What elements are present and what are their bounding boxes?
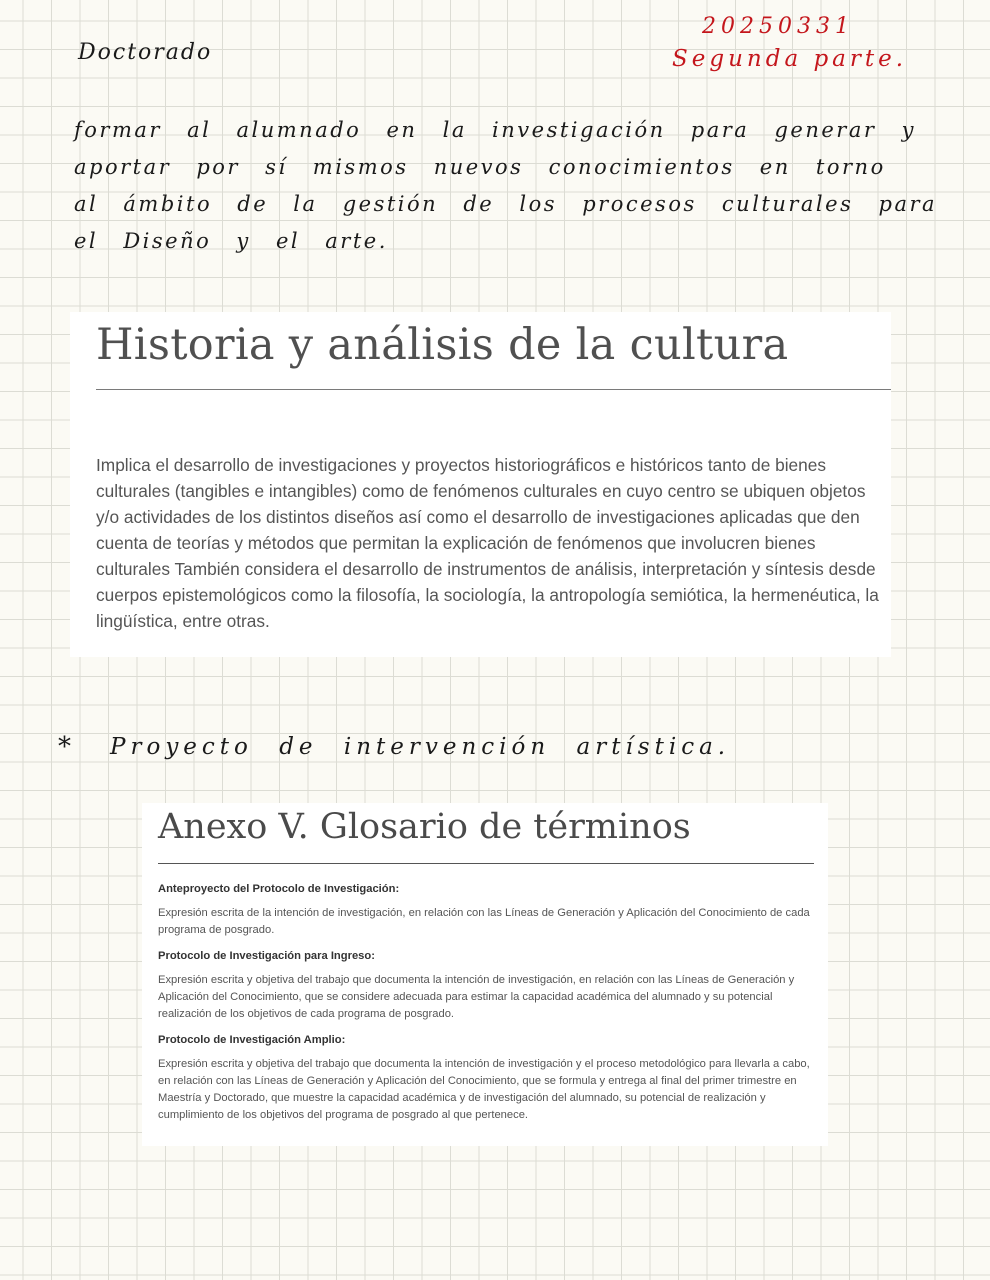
handwritten-note-line: al ámbito de la gestión de los procesos culturales para bbox=[74, 192, 938, 216]
culture-card bbox=[70, 312, 891, 657]
glossary-definition: Expresión escrita y objetiva del trabajo que documenta la intención de investigación, en relación con las Líneas de Generación y Aplicación del Conocimiento, que se considere adecuada para estimar la capacidad académica del alumnado y su potencial realización de los objetivos de cada programa de posgrado. bbox=[158, 974, 795, 1020]
glossary-definition: Expresión escrita y objetiva del trabajo que documenta la intención de investigación y el proceso metodológico para llevarla a cabo, en relación con las Líneas de Generación y Aplicación del Conocimiento, que se formula y entrega al final del primer trimestre en Maestría y Doctorado, que muestre la capacidad académica y de investigación del alumnado, su potencial de realización y cumplimiento de los objetivos del programa de posgrado al que pertenece. bbox=[158, 1058, 810, 1121]
handwritten-note-line: el Diseño y el arte. bbox=[74, 229, 388, 253]
culture-card-title: Historia y análisis de la cultura bbox=[96, 320, 789, 370]
glossary-list bbox=[158, 882, 814, 1134]
handwritten-project-label: Proyecto de intervención artística. bbox=[110, 734, 731, 760]
title-divider bbox=[158, 863, 814, 864]
handwritten-title: Doctorado bbox=[78, 40, 213, 65]
title-divider bbox=[96, 389, 891, 390]
glossary-term: Anteproyecto del Protocolo de Investigación: bbox=[158, 883, 400, 895]
glossary-term: Protocolo de Investigación para Ingreso: bbox=[158, 950, 375, 962]
culture-card-body: Implica el desarrollo de investigaciones y proyectos historiográficos e históricos tanto de bienes culturales (tangibles e intangibles) como de fenómenos culturales en cuyo centro se ubiquen objetos y/o actividades de los distintos diseños así como el desarrollo de investigaciones aplicadas que den cuenta de teorías y métodos que permitan la explicación de fenómenos que involucren bienes culturales También considera el desarrollo de instrumentos de análisis, interpretación y síntesis desde cuerpos epistemológicos como la filosofía, la sociología, la antropología semiótica, la hermenéutica, la lingüística, entre otras. bbox=[96, 455, 879, 631]
handwritten-date: 20250331 bbox=[702, 14, 854, 39]
glossary-definition: Expresión escrita de la intención de investigación, en relación con las Líneas de Generación y Aplicación del Conocimiento de cada programa de posgrado. bbox=[158, 907, 810, 936]
handwritten-note bbox=[74, 112, 944, 260]
handwritten-note-line: aportar por sí mismos nuevos conocimientos en torno bbox=[74, 155, 886, 179]
glossary-card-title: Anexo V. Glosario de términos bbox=[158, 807, 691, 847]
glossary-card bbox=[142, 803, 828, 1146]
asterisk-bullet-icon: * bbox=[58, 732, 73, 762]
handwritten-part-label: Segunda parte. bbox=[672, 46, 908, 72]
glossary-term: Protocolo de Investigación Amplio: bbox=[158, 1034, 346, 1046]
handwritten-note-line: formar al alumnado en la investigación para generar y bbox=[74, 118, 916, 142]
